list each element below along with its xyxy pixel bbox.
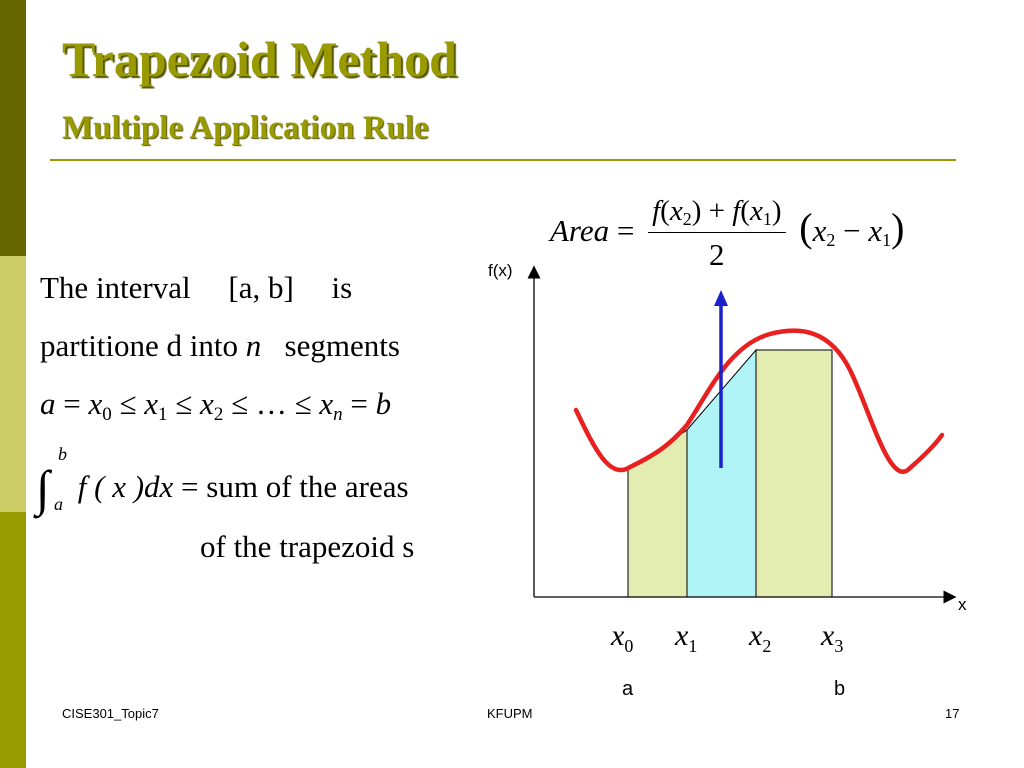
x: x [669,195,683,227]
sidebar-band-top [0,0,26,256]
tick-x-var: x [675,619,689,652]
tick-x-var: x [821,619,835,652]
paren-close: ) [691,195,702,227]
y-axis-label: f(x) [488,261,513,280]
sub-2: 2 [682,209,692,229]
formula-denominator: 2 [709,237,725,272]
sum-text: sum of the areas [206,469,409,504]
ordering-equation [40,388,391,424]
integral-lower-limit: a [54,494,63,514]
integral-equation [36,444,409,516]
partition-segments: segments [284,328,400,363]
sidebar-band-bottom [0,512,26,768]
x: x [868,213,883,249]
f: f [732,195,741,227]
var-x: x [144,386,159,421]
equals: = [63,386,81,421]
var-x: x [319,386,334,421]
label-a: a [622,678,634,700]
func-arg: ( x ) [94,469,145,504]
dx: dx [144,469,174,504]
minus: − [843,213,861,249]
tick-x0 [610,619,633,656]
sub-2: 2 [826,230,836,251]
equals: = [181,469,199,504]
sub-0: 0 [102,404,112,425]
trapezoids-text: of the trapezoid s [200,529,415,564]
leq: ≤ [231,386,249,421]
integral-symbol: ∫ [36,460,50,516]
interval-line [40,272,352,303]
formula-equals: = [616,213,635,249]
footer-course: CISE301_Topic7 [62,706,159,721]
tick-sub-2: 2 [762,636,772,656]
paren-right: ) [891,205,905,251]
plus: + [708,195,725,227]
interval-range: [a, b] [228,270,294,305]
equals: = [350,386,368,421]
paren-open: ( [660,195,670,227]
x-axis-label: x [958,595,967,614]
tick-x3 [820,619,843,656]
tick-sub-1: 1 [688,636,698,656]
var-x: x [88,386,103,421]
tick-sub-3: 3 [834,636,844,656]
title-divider [50,159,956,161]
footer-institution: KFUPM [487,706,533,721]
sub-1: 1 [158,404,168,425]
tick-x1 [674,619,697,656]
formula-numerator [648,195,785,233]
trapezoid-diagram [470,250,990,710]
x: x [812,213,827,249]
var-b: b [375,386,392,421]
tick-sub-0: 0 [624,636,634,656]
tick-x2 [748,619,771,656]
leq: ≤ [175,386,193,421]
sub-n: n [333,404,343,425]
integral-symbol-group [36,444,70,516]
partition-n: n [245,328,262,363]
area-label: Area [550,213,610,249]
trapezoid-3 [756,350,832,597]
trapezoid-1 [628,430,687,597]
label-b: b [834,678,846,700]
paren-left: ( [799,205,813,251]
partition-text: partitione d into [40,328,239,363]
tick-x-var: x [749,619,763,652]
leq: ≤ [119,386,137,421]
footer-page-number: 17 [945,706,960,721]
integral-upper-limit: b [58,444,67,464]
sub-1: 1 [762,209,772,229]
sub-1: 1 [882,230,892,251]
func-f: f [77,469,87,504]
paren-open: ( [740,195,750,227]
x: x [749,195,763,227]
partition-line [40,330,400,361]
slide-subtitle: Multiple Application Rule [62,110,429,146]
arrow-head [714,290,728,306]
sidebar-band-middle [0,256,26,512]
leq: ≤ [294,386,312,421]
interval-is: is [331,270,353,305]
var-x: x [200,386,214,421]
tick-x-var: x [611,619,625,652]
paren-close: ) [771,195,782,227]
ellipsis: … [255,386,287,421]
f: f [652,195,661,227]
interval-text: The interval [40,270,191,305]
slide-title: Trapezoid Method [62,31,457,87]
var-a: a [40,386,56,421]
sub-2: 2 [213,404,224,425]
